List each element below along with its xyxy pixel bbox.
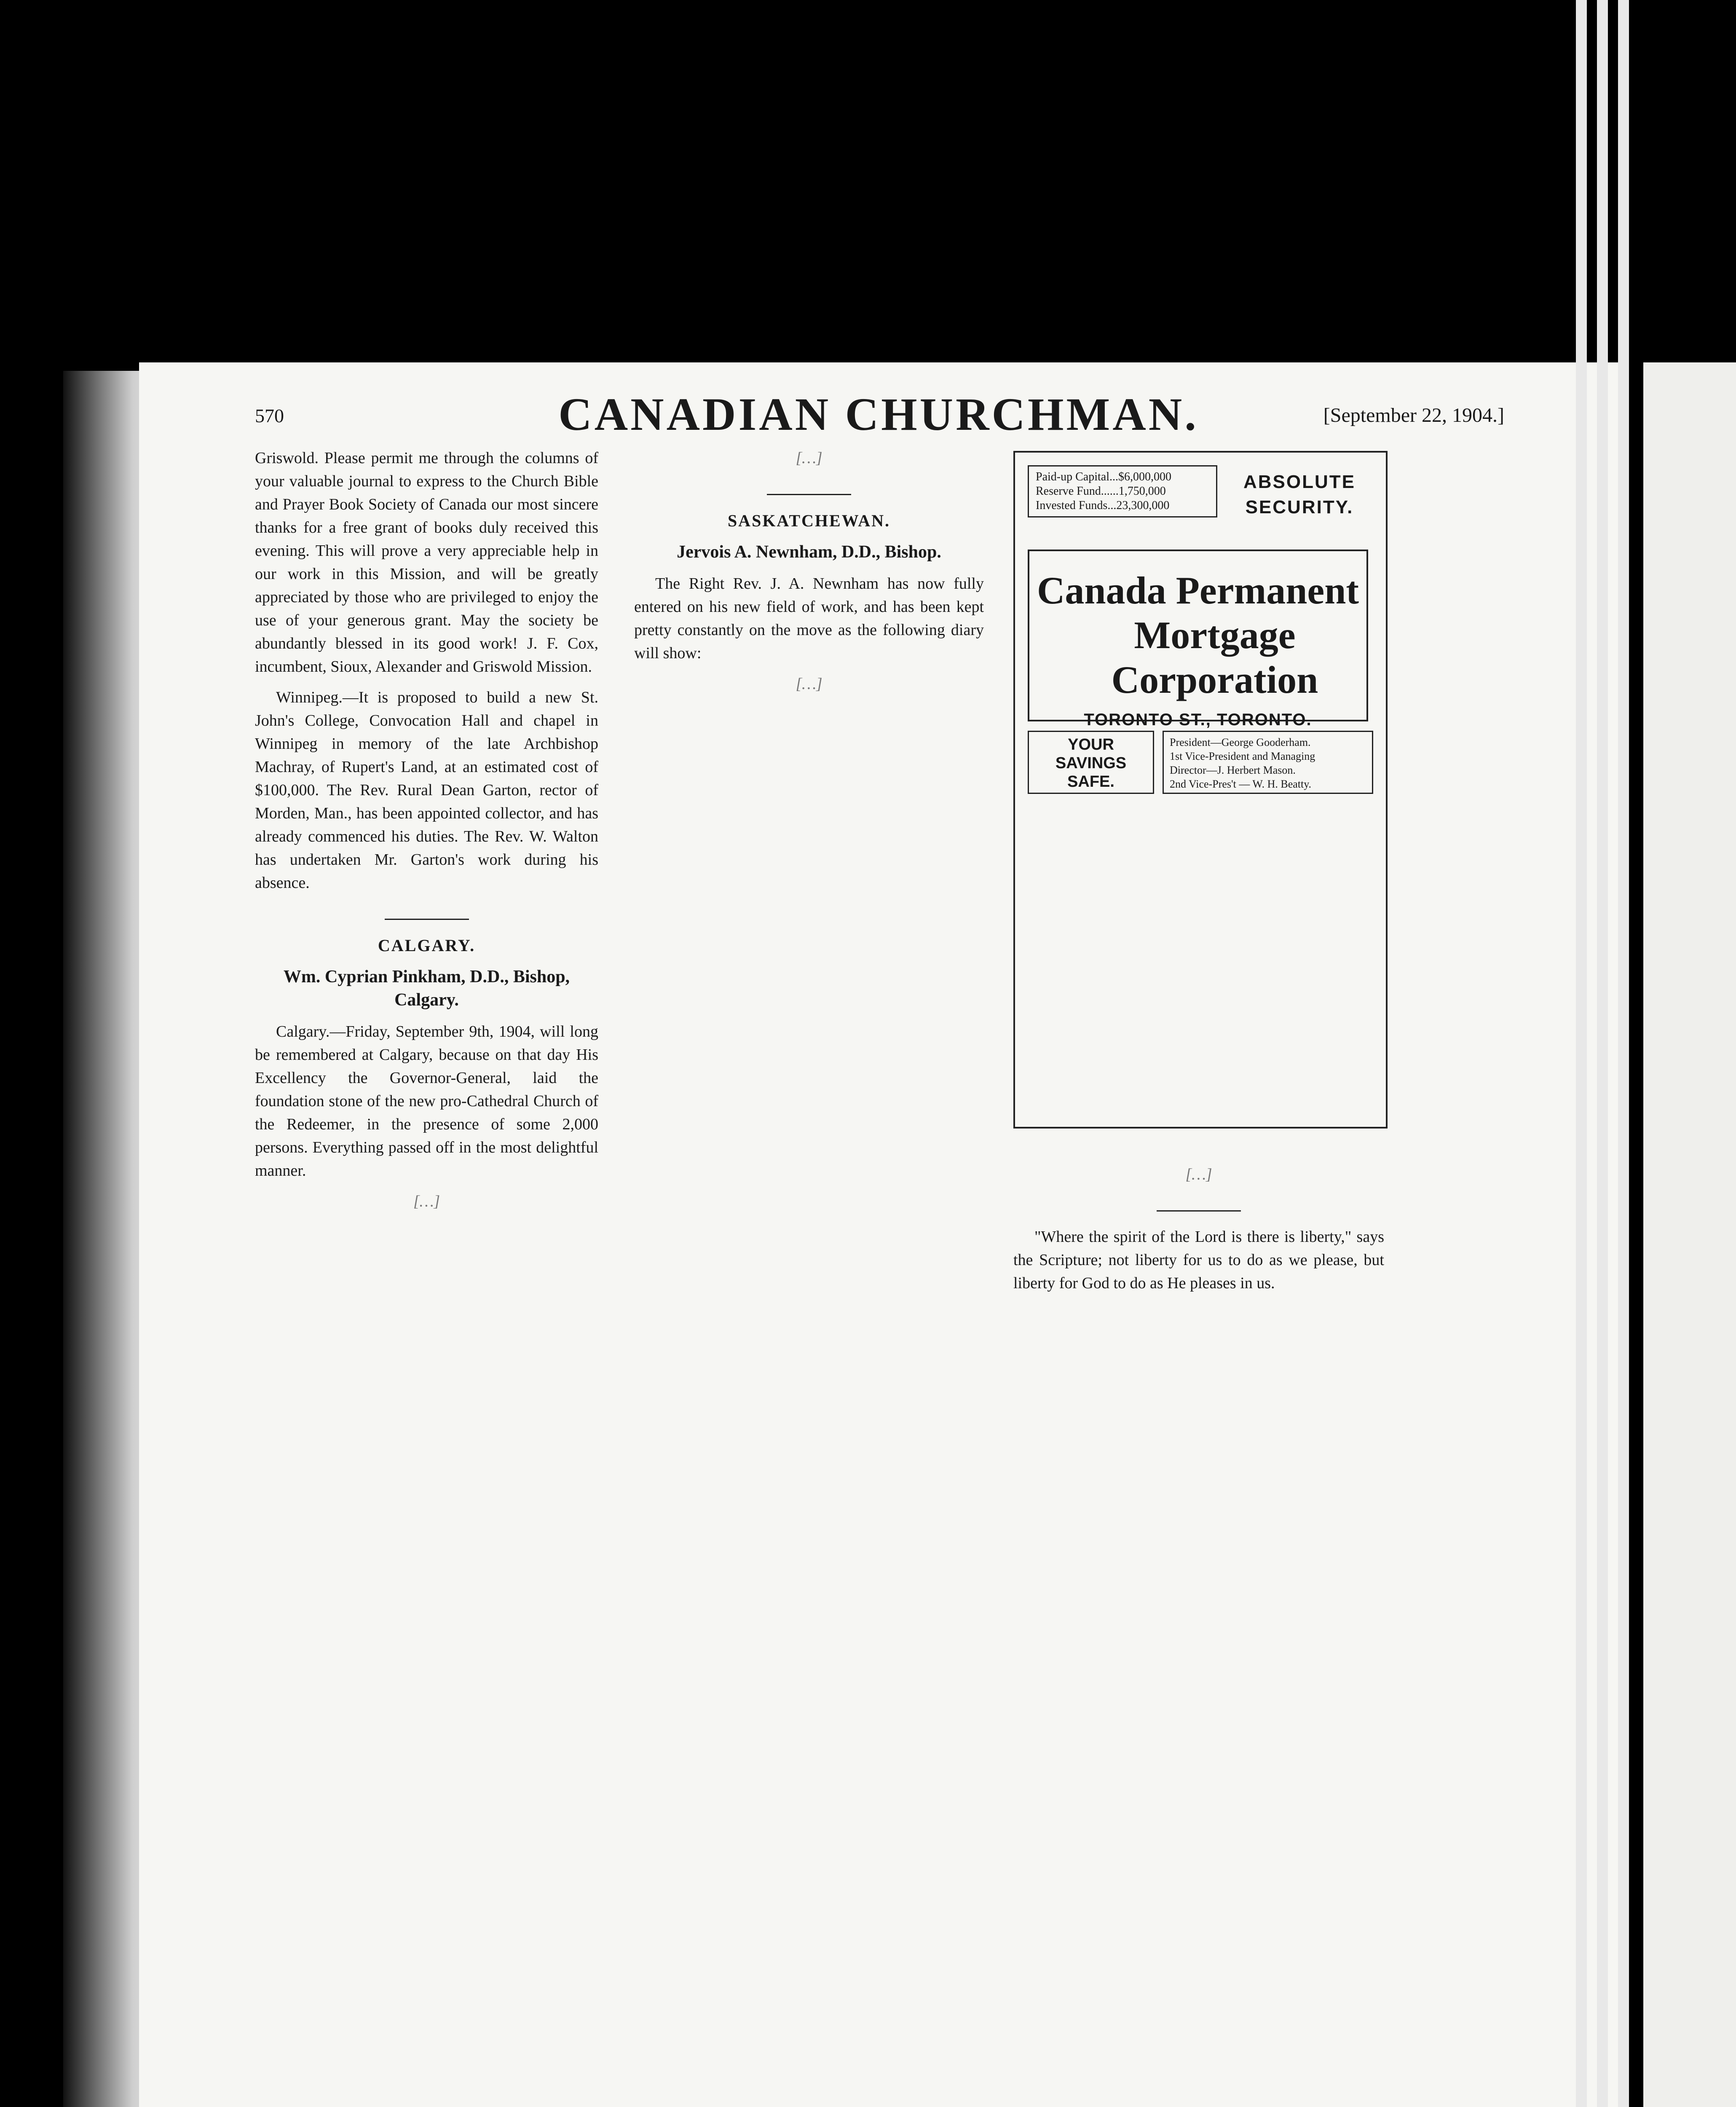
saskatchewan-continued: […]	[1185, 1166, 1212, 1183]
section-divider	[634, 482, 984, 505]
page-number: 570	[255, 405, 284, 426]
officer-line: 1st Vice-President and Managing	[1170, 750, 1315, 762]
capital-line: Reserve Fund......1,750,000	[1036, 485, 1166, 498]
company-name-box	[1028, 550, 1368, 729]
section-divider	[255, 906, 598, 930]
company-name-line: Canada Permanent	[1037, 569, 1359, 612]
binding-bar	[1576, 0, 1587, 2107]
tagline-line: ABSOLUTE	[1243, 472, 1356, 492]
officer-line: 2nd Vice-Pres't — W. H. Beatty.	[1170, 778, 1312, 790]
savings-line: SAFE.	[1067, 773, 1114, 791]
saskatchewan-paragraph: The Right Rev. J. A. Newnham has now fully entered on his new field of work, and has been kept pretty constantly on the move as the following diary will show:	[634, 575, 984, 662]
section-divider	[1013, 1198, 1384, 1221]
officer-line: President—George Gooderham.	[1170, 736, 1311, 748]
ad-top-row	[1028, 465, 1373, 537]
company-name-line: Mortgage Corporation	[1111, 614, 1318, 701]
capital-line: Invested Funds...23,300,000	[1036, 499, 1170, 512]
tagline-line: SECURITY.	[1245, 497, 1354, 517]
bishop-saskatchewan: Jervois A. Newnham, D.D., Bishop.	[677, 542, 941, 562]
bishop-calgary: Wm. Cyprian Pinkham, D.D., Bishop, Calgary.	[283, 967, 570, 1010]
page-header	[139, 379, 1618, 438]
section-title-calgary: CALGARY.	[378, 936, 476, 955]
issue-date: [September 22, 1904.]	[1323, 404, 1504, 426]
savings-line: YOUR	[1068, 736, 1114, 753]
savings-line: SAVINGS	[1055, 754, 1127, 772]
column-2	[634, 447, 984, 703]
closing-quote: "Where the spirit of the Lord is there is liberty," says the Scripture; not liberty for us to do as we please, but liberty for God to do as He pleases in us.	[1013, 1228, 1384, 1292]
ad-bottom-row	[1028, 731, 1373, 794]
company-officers	[1163, 731, 1373, 794]
section-title-saskatchewan: SASKATCHEWAN.	[727, 511, 891, 530]
savings-safe-box	[1028, 731, 1154, 794]
winnipeg-paragraph: Winnipeg.—It is proposed to build a new St. John's College, Convocation Hall and chapel in Winnipeg in memory of the late Archbishop Machray, of Rupert's Land, at an estimated cost of $100,000. The Rev. Rural Dean Garton, rector of Morden, Man., has been appointed collector, and has already commenced his duties. The Rev. W. Walton has undertaken Mr. Garton's work during his absence.	[255, 689, 598, 892]
capital-line: Paid-up Capital...$6,000,000	[1036, 470, 1171, 483]
canada-permanent-advertisement	[1013, 451, 1388, 1129]
newspaper-page	[139, 362, 1618, 2107]
absolute-security-tagline	[1226, 469, 1373, 520]
film-binding-strip	[1567, 0, 1677, 2107]
calgary-paragraph: Calgary.—Friday, September 9th, 1904, will long be remembered at Calgary, because on that day His Excellency the Governor-General, laid the foundation stone of the new pro-Cathedral Church of the Redeemer, in the presence of some 2,000 persons. Everything passed off in the most delightful manner.	[255, 1023, 598, 1179]
capital-figures	[1028, 465, 1217, 517]
calgary-paragraph-rest: […]	[413, 1193, 440, 1210]
masthead: CANADIAN CHURCHMAN.	[558, 389, 1199, 440]
saskatchewan-paragraph-rest: […]	[796, 675, 822, 693]
column-3	[1013, 1163, 1384, 1303]
calgary-continued: […]	[796, 449, 822, 467]
binding-bar	[1618, 0, 1629, 2107]
griswold-paragraph: Griswold. Please permit me through the columns of your valuable journal to express to the Church Bible and Prayer Book Society of Canada our most sincere thanks for a free grant of books duly received this evening. This will prove a very appreciable help in our work in this Mission, and will be greatly appreciated by those who are privileged to enjoy the use of your generous grant. May the society be abundantly blessed in its good work! J. F. Cox, incumbent, Sioux, Alexander and Griswold Mission.	[255, 449, 598, 676]
column-1	[255, 447, 598, 1221]
officer-line: Director—J. Herbert Mason.	[1170, 764, 1296, 776]
binding-bar	[1597, 0, 1608, 2107]
company-address: TORONTO ST., TORONTO.	[1084, 710, 1312, 729]
